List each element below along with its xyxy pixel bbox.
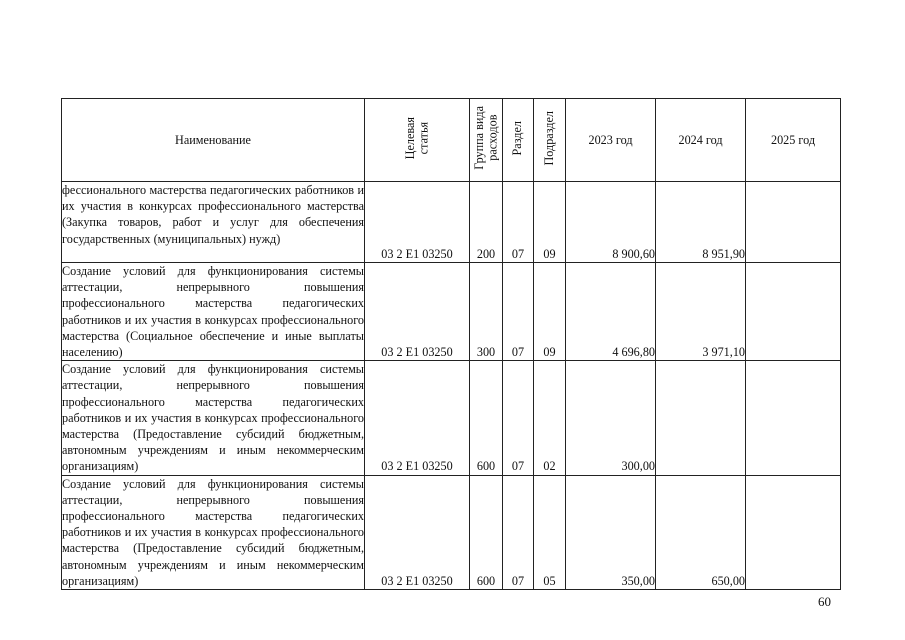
row-2023: 4 696,80: [566, 263, 656, 361]
header-name: Наименование: [62, 99, 365, 182]
row-subsection: 09: [534, 182, 566, 263]
row-name: Создание условий для функционирования системы аттестации, непрерывного повышения профессионального мастерства педагогических работников и их участия в конкурсах профессионального мастерства (Предоставление субсидий бюджетным, автономным учреждениям и иным некоммерческим организациям): [62, 362, 364, 474]
header-target-article: Целевая статья: [365, 99, 470, 182]
row-expense-group: 600: [470, 361, 503, 475]
row-section: 07: [503, 475, 534, 589]
row-2025: [746, 182, 841, 263]
row-2024: 650,00: [656, 475, 746, 589]
row-target-article: 03 2 E1 03250: [365, 182, 470, 263]
row-subsection: 02: [534, 361, 566, 475]
row-2023: 350,00: [566, 475, 656, 589]
row-subsection: 05: [534, 475, 566, 589]
row-section: 07: [503, 361, 534, 475]
row-expense-group: 200: [470, 182, 503, 263]
row-section: 07: [503, 182, 534, 263]
table-row: [62, 182, 841, 263]
row-2023: 300,00: [566, 361, 656, 475]
row-target-article: 03 2 E1 03250: [365, 475, 470, 589]
header-2025: 2025 год: [746, 99, 841, 182]
table-row: [62, 475, 841, 589]
row-2024: 8 951,90: [656, 182, 746, 263]
row-expense-group: 600: [470, 475, 503, 589]
row-2023: 8 900,60: [566, 182, 656, 263]
header-section: Раздел: [503, 99, 534, 182]
header-subsection: Подраздел: [534, 99, 566, 182]
page-number: 60: [818, 594, 831, 609]
row-subsection: 09: [534, 263, 566, 361]
header-expense-group: Группа вида расходов: [470, 99, 503, 182]
table-row: [62, 263, 841, 361]
row-name: Создание условий для функционирования системы аттестации, непрерывного повышения профессионального мастерства педагогических работников и их участия в конкурсах профессионального мастерства (Социальное обеспечение и иные выплаты населению): [62, 264, 364, 360]
row-2024: 3 971,10: [656, 263, 746, 361]
row-2024: [656, 361, 746, 475]
row-2025: [746, 475, 841, 589]
budget-table: [61, 98, 841, 590]
header-2024: 2024 год: [656, 99, 746, 182]
row-target-article: 03 2 E1 03250: [365, 263, 470, 361]
row-name: Создание условий для функционирования системы аттестации, непрерывного повышения профессионального мастерства педагогических работников и их участия в конкурсах профессионального мастерства (Предоставление субсидий бюджетным, автономным учреждениям и иным некоммерческим организациям): [62, 476, 364, 588]
row-name: фессионального мастерства педагогических работников и их участия в конкурсах профессионального мастерства (Закупка товаров, работ и услуг для обеспечения государственных (муниципальных) нужд): [62, 182, 365, 263]
row-section: 07: [503, 263, 534, 361]
table-header-row: [62, 99, 841, 182]
row-expense-group: 300: [470, 263, 503, 361]
row-target-article: 03 2 E1 03250: [365, 361, 470, 475]
table-row: [62, 361, 841, 475]
row-2025: [746, 263, 841, 361]
header-2023: 2023 год: [566, 99, 656, 182]
row-2025: [746, 361, 841, 475]
